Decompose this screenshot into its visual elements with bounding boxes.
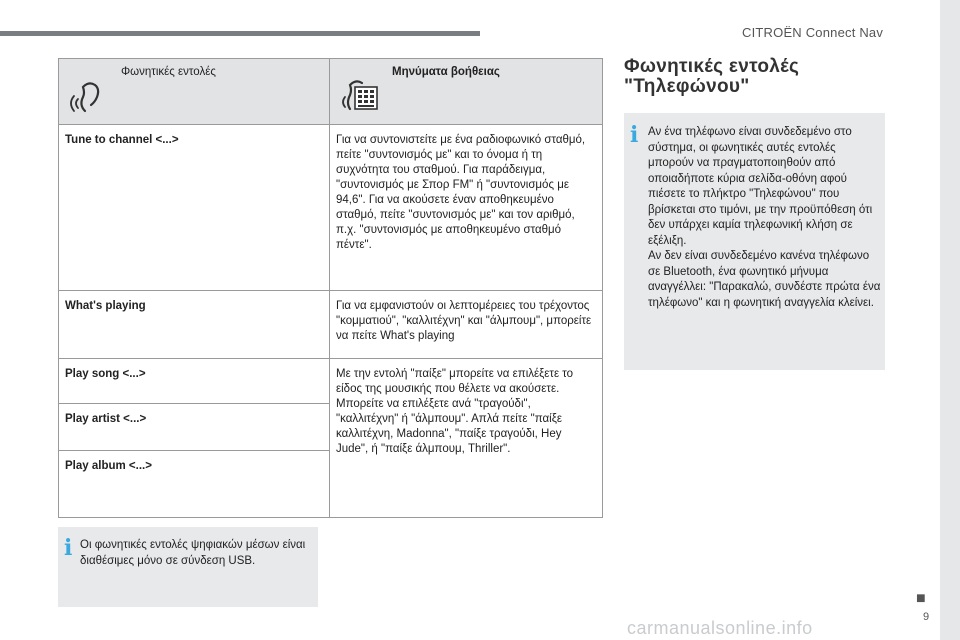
top-rule bbox=[0, 31, 480, 36]
column-header-commands-label: Φωνητικές εντολές bbox=[121, 66, 216, 78]
command-text: Play album <...> bbox=[65, 460, 152, 472]
phone-commands-title: Φωνητικές εντολές "Τηλεφώνου" bbox=[624, 56, 800, 97]
command-text: Play song <...> bbox=[65, 368, 146, 380]
voice-commands-table bbox=[58, 58, 603, 518]
info-icon: i bbox=[630, 122, 639, 148]
command-cell bbox=[59, 451, 330, 518]
table-row bbox=[59, 291, 603, 359]
page-marker-dot: ■ bbox=[916, 590, 926, 607]
table-row bbox=[59, 125, 603, 291]
command-cell bbox=[59, 291, 330, 359]
info-icon: i bbox=[64, 535, 73, 561]
header-brand: CITROËN Connect Nav bbox=[742, 25, 884, 40]
usb-note-text: Οι φωνητικές εντολές ψηφιακών μέσων είναι διαθέσιμες μόνο σε σύνδεση USB. bbox=[80, 539, 306, 567]
column-header-help bbox=[330, 59, 603, 125]
help-cell bbox=[330, 291, 603, 359]
voice-help-grid-icon bbox=[340, 75, 380, 115]
command-cell bbox=[59, 125, 330, 291]
command-text: Play artist <...> bbox=[65, 413, 147, 425]
help-text: Για να εμφανιστούν οι λεπτομέρειες του τρέχοντος "κομματιού", "καλλιτέχνη" και "άλμπουμ", μπορείτε να πείτε What's playing bbox=[336, 300, 592, 342]
help-text: Με την εντολή "παίξε" μπορείτε να επιλέξετε το είδος της μουσικής που θέλετε να ακούσετε. Μπορείτε να επιλέξετε ανά "τραγούδι", "καλλιτέχνη" ή "άλμπουμ". Απλά πείτε "παίξε καλλιτέχνη, Madonna", "παίξε τραγούδι, Hey Jude", ή "παίξε άλμπουμ, Thriller". bbox=[336, 368, 574, 455]
table-row bbox=[59, 359, 603, 404]
command-text: What's playing bbox=[65, 300, 146, 312]
page-number: 9 bbox=[923, 611, 930, 623]
command-cell bbox=[59, 404, 330, 451]
table-header-row bbox=[59, 59, 603, 125]
help-text: Για να συντονιστείτε με ένα ραδιοφωνικό σταθμό, πείτε "συντονισμός με" και το όνομα ή τη συχνότητα του σταθμού. Για παράδειγμα, "συντονισμός με Σπορ FM" ή "συντονισμός με 94,6". Για να ακούσετε έναν αποθηκευμένο σταθμό, πείτε "συντονισμός με" και τον αριθμό, π.χ. "συντονισμός με αποθηκευμένο σταθμό πέντε". bbox=[336, 134, 586, 251]
help-cell bbox=[330, 359, 603, 518]
phone-info-box bbox=[624, 113, 885, 370]
column-header-help-label: Μηνύματα βοήθειας bbox=[392, 66, 500, 78]
help-cell bbox=[330, 125, 603, 291]
page-edge-strip bbox=[940, 0, 960, 640]
command-text: Tune to channel <...> bbox=[65, 134, 179, 146]
watermark: carmanualsonline.info bbox=[627, 618, 813, 638]
column-header-commands bbox=[59, 59, 330, 125]
voice-command-icon bbox=[69, 75, 109, 115]
usb-note-box bbox=[58, 527, 318, 607]
command-cell bbox=[59, 359, 330, 404]
phone-info-text: Αν ένα τηλέφωνο είναι συνδεδεμένο στο σύστημα, οι φωνητικές αυτές εντολές μπορούν να πραγματοποιηθούν από οποιαδήποτε κύρια σελίδα-οθόνη αφού πιέσετε το πλήκτρο "Τηλεφώνου" που βρίσκεται στο τιμόνι, με την προϋπόθεση ότι δεν υπάρχει καμία τηλεφωνική κλήση σε εξέλιξη. Αν δεν είναι συνδεδεμένο κανένα τηλέφωνο σε Bluetooth, ένα φωνητικό μήνυμα αναγγέλλει: "Παρακαλώ, συνδέστε πρώτα ένα τηλέφωνο" και η φωνητική αναγγελία κλείνει. bbox=[648, 126, 881, 309]
